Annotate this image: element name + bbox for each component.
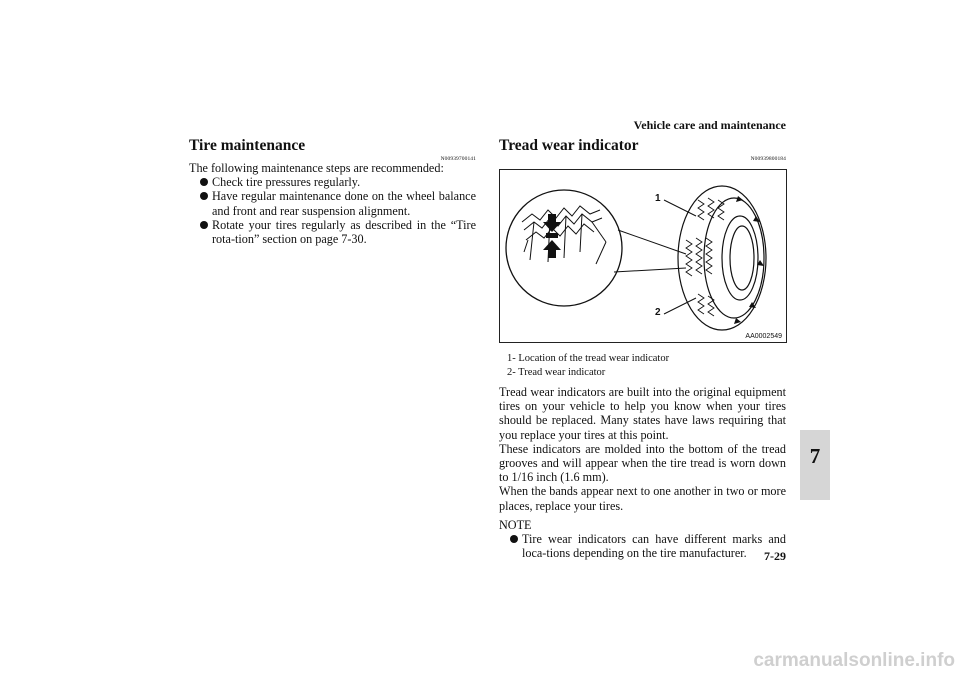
tire-maintenance-heading: Tire maintenance [189,137,306,154]
bullet-icon [200,221,208,229]
bullet-icon [200,178,208,186]
paragraph: These indicators are molded into the bottom of the tread grooves and will appear when the tire tread is worn down to 1/16 inch (1.6 mm). [499,441,786,485]
callout-label-2: 2 [655,307,661,318]
list-item [189,218,476,246]
bullet-icon [510,535,518,543]
note-label: NOTE [499,517,532,532]
list-item-text: Rotate your tires regularly as described in the “Tire rota-tion” section on page 7-30. [212,217,476,247]
watermark: carmanualsonline.info [753,650,955,671]
list-item-text: Tire wear indicators can have different marks and loca-tions depending on the tire manufacturer. [522,532,786,561]
tire-maintenance-list [189,175,476,246]
tire-maintenance-code: N00939700141 [440,156,476,162]
tire-tread [686,198,724,316]
chapter-tab [800,430,830,500]
running-header: Vehicle care and maintenance [633,118,786,132]
tire-maintenance-content [189,161,476,246]
tread-wear-heading: Tread wear indicator [499,137,639,154]
list-item-text: Have regular maintenance done on the wheel balance and front and rear suspension alignment. [212,189,476,218]
chapter-number: 7 [809,444,821,468]
paragraph: When the bands appear next to one another in two or more places, replace your tires. [499,484,786,513]
figure-captions [507,352,669,379]
bullet-icon [200,192,208,200]
tread-wear-code: N00939800184 [750,156,786,162]
tread-wear-figure [499,169,787,343]
caption-1: 1- Location of the tread wear indicator [507,353,670,364]
paragraph: Tread wear indicators are built into the original equipment tires on your vehicle to help you know when your tires should be replaced. Many states have laws requiring that you replace your tires at this point. [499,385,786,442]
list-item-text: Check tire pressures regularly. [212,175,361,190]
tire-outline [678,186,766,330]
tread-wear-body [499,385,786,560]
caption-2: 2- Tread wear indicator [507,366,606,378]
list-item [189,175,476,189]
tire-illustration [500,170,786,342]
rim-markers [734,196,764,324]
callout-label-1: 1 [655,193,661,204]
tire-maintenance-intro: The following maintenance steps are recommended: [189,161,444,175]
list-item [189,189,476,217]
figure-code: AA0002549 [745,333,782,340]
page-number: 7-29 [764,549,786,563]
